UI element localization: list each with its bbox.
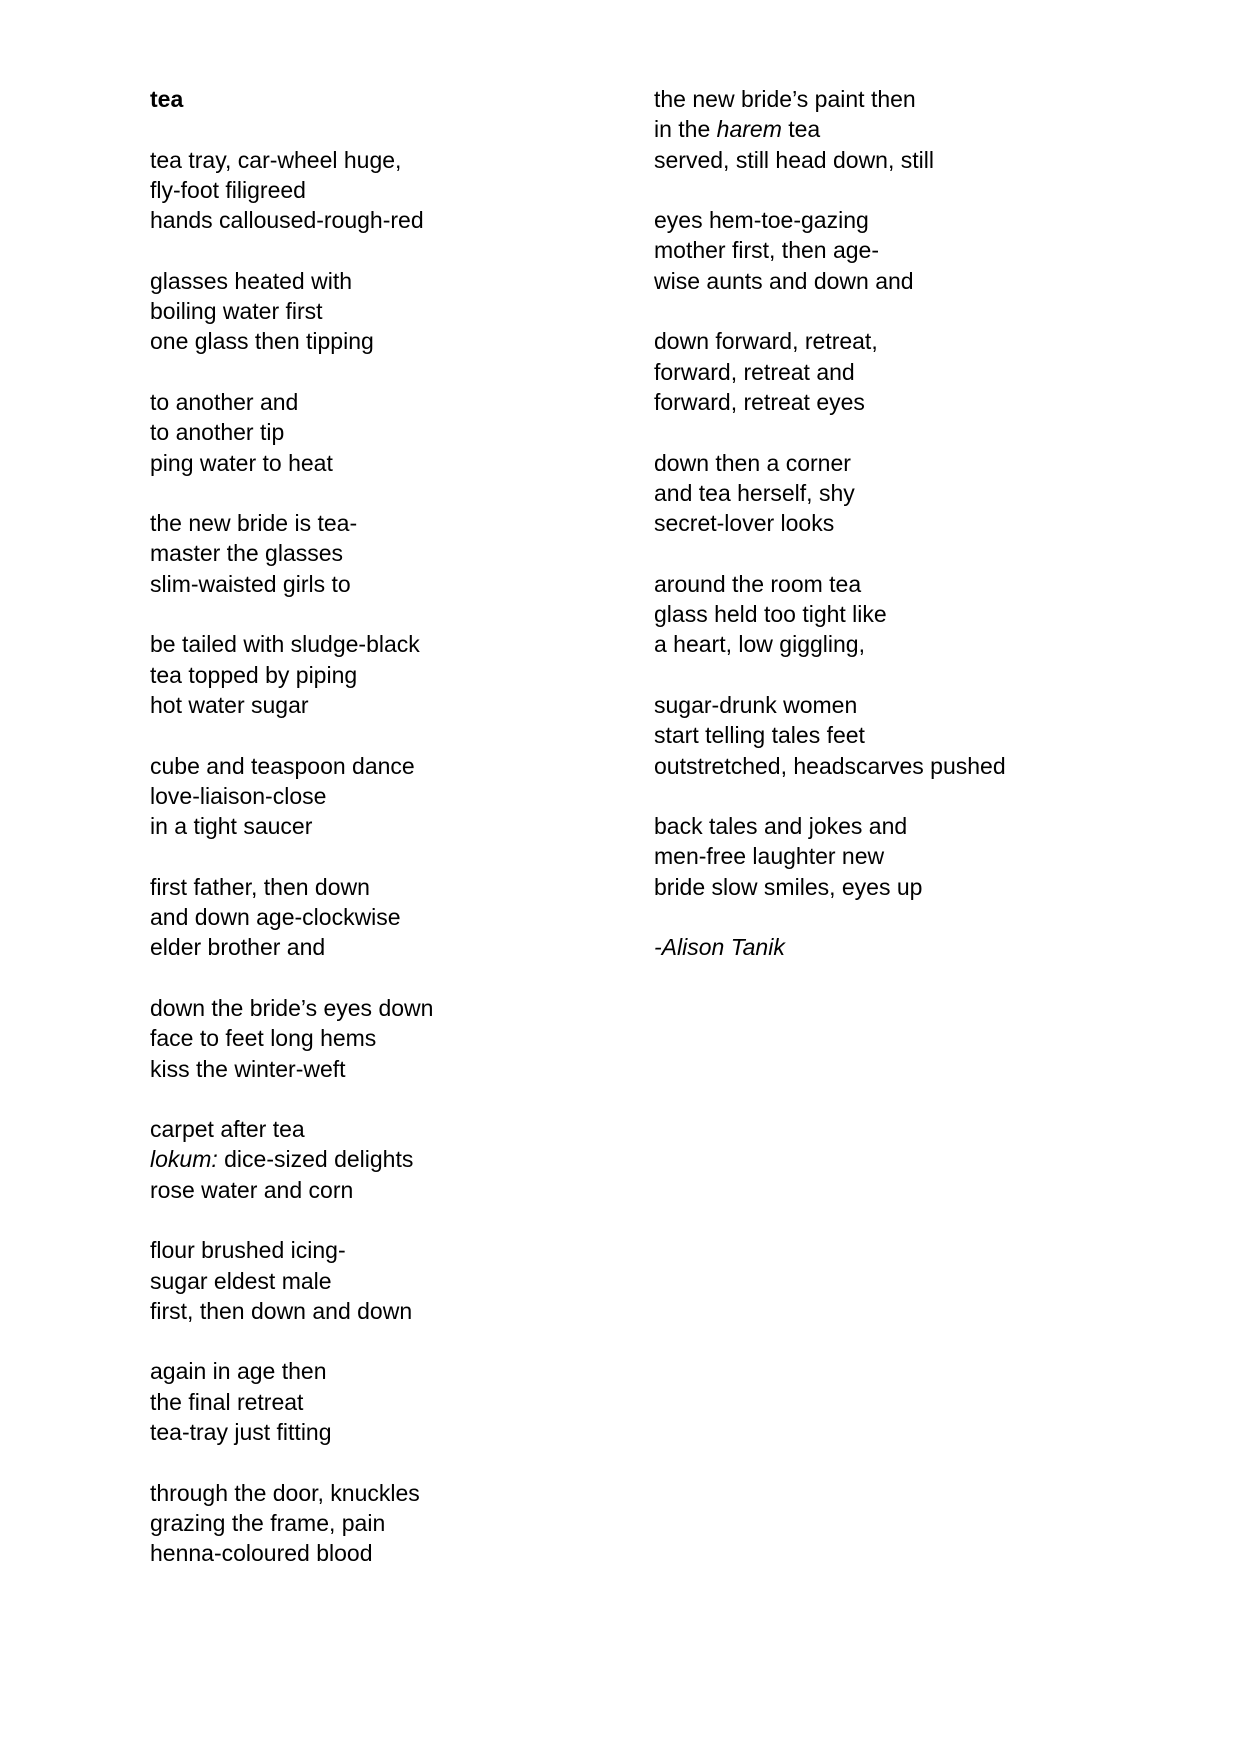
text-segment: bride slow smiles, eyes up <box>654 873 923 900</box>
poem-line <box>654 387 1006 417</box>
poem-line <box>654 205 1006 235</box>
poem-line <box>150 326 433 356</box>
poem-line <box>150 538 433 568</box>
poem-line <box>654 751 1006 781</box>
poem-line <box>654 720 1006 750</box>
poem-stanza <box>150 1356 433 1447</box>
poem-line <box>150 448 433 478</box>
poem-title <box>150 84 433 114</box>
text-segment: -Alison Tanik <box>654 934 785 961</box>
poem-stanza <box>150 629 433 720</box>
poem-line <box>654 114 1006 144</box>
text-segment: harem <box>716 116 782 143</box>
text-segment: first, then down and down <box>150 1297 413 1324</box>
poem-line <box>654 145 1006 175</box>
poem-stanza <box>654 811 1006 902</box>
poem-line <box>150 508 433 538</box>
poem-column-left <box>150 84 433 1599</box>
poem-line <box>654 508 1006 538</box>
poem-line <box>150 811 433 841</box>
poem-line <box>150 629 433 659</box>
poem-line <box>150 993 433 1023</box>
text-segment: sugar eldest male <box>150 1267 332 1294</box>
text-segment: one glass then tipping <box>150 328 374 355</box>
text-segment: and tea herself, shy <box>654 479 855 506</box>
text-segment: to another and <box>150 388 299 415</box>
poem-stanza <box>150 387 433 478</box>
poem-stanza <box>654 205 1006 296</box>
poem-stanza <box>150 1235 433 1326</box>
poem-line <box>654 690 1006 720</box>
text-segment: boiling water first <box>150 298 323 325</box>
text-segment: wise aunts and down and <box>654 267 914 294</box>
poem-stanza <box>654 569 1006 660</box>
poem-line <box>150 569 433 599</box>
poem-signature-stanza <box>654 932 1006 962</box>
text-segment: forward, retreat eyes <box>654 388 865 415</box>
poem-line <box>150 145 433 175</box>
text-segment: ping water to heat <box>150 449 333 476</box>
poem-line <box>150 1023 433 1053</box>
poem-author <box>654 932 1006 962</box>
poem-line <box>654 599 1006 629</box>
text-segment: glasses heated with <box>150 267 353 294</box>
poem-line <box>654 235 1006 265</box>
poem-line <box>150 387 433 417</box>
text-segment: tea tray, car-wheel huge, <box>150 146 402 173</box>
text-segment: flour brushed icing- <box>150 1237 346 1264</box>
text-segment: slim-waisted girls to <box>150 570 351 597</box>
text-segment: around the room tea <box>654 570 862 597</box>
poem-line <box>150 205 433 235</box>
text-segment: mother first, then age- <box>654 237 879 264</box>
poem-line <box>150 1144 433 1174</box>
poem-line <box>654 872 1006 902</box>
text-segment: carpet after tea <box>150 1116 305 1143</box>
text-segment: down the bride’s eyes down <box>150 994 434 1021</box>
poem-line <box>150 1114 433 1144</box>
poem-line <box>654 629 1006 659</box>
text-segment: back tales and jokes and <box>654 813 908 840</box>
text-segment: tea topped by piping <box>150 661 358 688</box>
poem-line <box>150 781 433 811</box>
poem-stanza <box>150 1114 433 1205</box>
poem-line <box>654 326 1006 356</box>
text-segment: secret-lover looks <box>654 510 835 537</box>
poem-line <box>150 690 433 720</box>
text-segment: down then a corner <box>654 449 851 476</box>
poem-stanza <box>150 266 433 357</box>
poem-stanza <box>150 751 433 842</box>
poem-line <box>654 841 1006 871</box>
poem-line <box>150 1538 433 1568</box>
text-segment: to another tip <box>150 419 285 446</box>
poem-line <box>150 1508 433 1538</box>
text-segment: face to feet long hems <box>150 1025 377 1052</box>
text-segment: hot water sugar <box>150 691 309 718</box>
poem-line <box>150 872 433 902</box>
poem-line <box>150 932 433 962</box>
poem-stanza <box>654 448 1006 539</box>
poem-line <box>150 1356 433 1386</box>
text-segment: love-liaison-close <box>150 782 327 809</box>
text-segment: men-free laughter new <box>654 843 885 870</box>
poem-line <box>150 1296 433 1326</box>
text-segment: hands calloused-rough-red <box>150 207 424 234</box>
text-segment: tea-tray just fitting <box>150 1419 332 1446</box>
poem-line <box>150 1478 433 1508</box>
text-segment: and down age-clockwise <box>150 904 401 931</box>
text-segment: tea <box>781 116 821 143</box>
text-segment: the new bride’s paint then <box>654 86 916 112</box>
poem-line <box>150 1266 433 1296</box>
poem-line <box>654 266 1006 296</box>
text-segment: master the glasses <box>150 540 344 567</box>
text-segment: henna-coloured blood <box>150 1540 373 1567</box>
poem-line <box>150 751 433 781</box>
text-segment: glass held too tight like <box>654 601 887 628</box>
poem-line <box>150 1387 433 1417</box>
poem-line <box>150 296 433 326</box>
text-segment: cube and teaspoon dance <box>150 752 415 779</box>
poem-line <box>150 660 433 690</box>
text-segment: elder brother and <box>150 934 326 961</box>
poem-line <box>150 1054 433 1084</box>
poem-stanza <box>150 508 433 599</box>
text-segment: eyes hem-toe-gazing <box>654 207 869 234</box>
poem-title-stanza <box>150 84 433 114</box>
poem-line <box>150 1235 433 1265</box>
poem-stanza <box>150 872 433 963</box>
text-segment: in a tight saucer <box>150 813 313 840</box>
poem-line <box>654 811 1006 841</box>
text-segment: down forward, retreat, <box>654 328 878 355</box>
text-segment: rose water and corn <box>150 1176 354 1203</box>
poem-line <box>150 175 433 205</box>
poem-stanza <box>150 993 433 1084</box>
poem-line <box>150 1175 433 1205</box>
text-segment: served, still head down, still <box>654 146 934 173</box>
text-segment: outstretched, headscarves pushed <box>654 752 1006 779</box>
text-segment: lokum: <box>150 1146 218 1173</box>
text-segment: the new bride is tea- <box>150 510 358 537</box>
poem-line <box>150 417 433 447</box>
text-segment: grazing the frame, pain <box>150 1509 386 1536</box>
text-segment: the final retreat <box>150 1388 304 1415</box>
text-segment: a heart, low giggling, <box>654 631 865 658</box>
poem-line <box>654 569 1006 599</box>
text-segment: kiss the winter-weft <box>150 1055 346 1082</box>
text-segment: first father, then down <box>150 873 370 900</box>
text-segment: start telling tales feet <box>654 722 865 749</box>
text-segment: fly-foot filigreed <box>150 176 306 203</box>
poem-stanza <box>150 145 433 236</box>
poem-line <box>654 357 1006 387</box>
text-segment: be tailed with sludge-black <box>150 631 420 658</box>
poem-line <box>150 902 433 932</box>
poem-line <box>150 266 433 296</box>
text-segment: again in age then <box>150 1358 327 1385</box>
poem-stanza <box>150 1478 433 1569</box>
poem-stanza <box>654 690 1006 781</box>
poem-line <box>654 478 1006 508</box>
text-segment: tea <box>150 86 184 112</box>
text-segment: in the <box>654 116 717 143</box>
poem-stanza <box>654 84 1006 175</box>
text-segment: sugar-drunk women <box>654 691 858 718</box>
text-segment: through the door, knuckles <box>150 1479 420 1506</box>
poem-column-right <box>654 84 1006 993</box>
text-segment: forward, retreat and <box>654 358 855 385</box>
poem-line <box>654 84 1006 114</box>
text-segment: dice-sized delights <box>217 1146 414 1173</box>
poem-stanza <box>654 326 1006 417</box>
poem-line <box>150 1417 433 1447</box>
poem-line <box>654 448 1006 478</box>
